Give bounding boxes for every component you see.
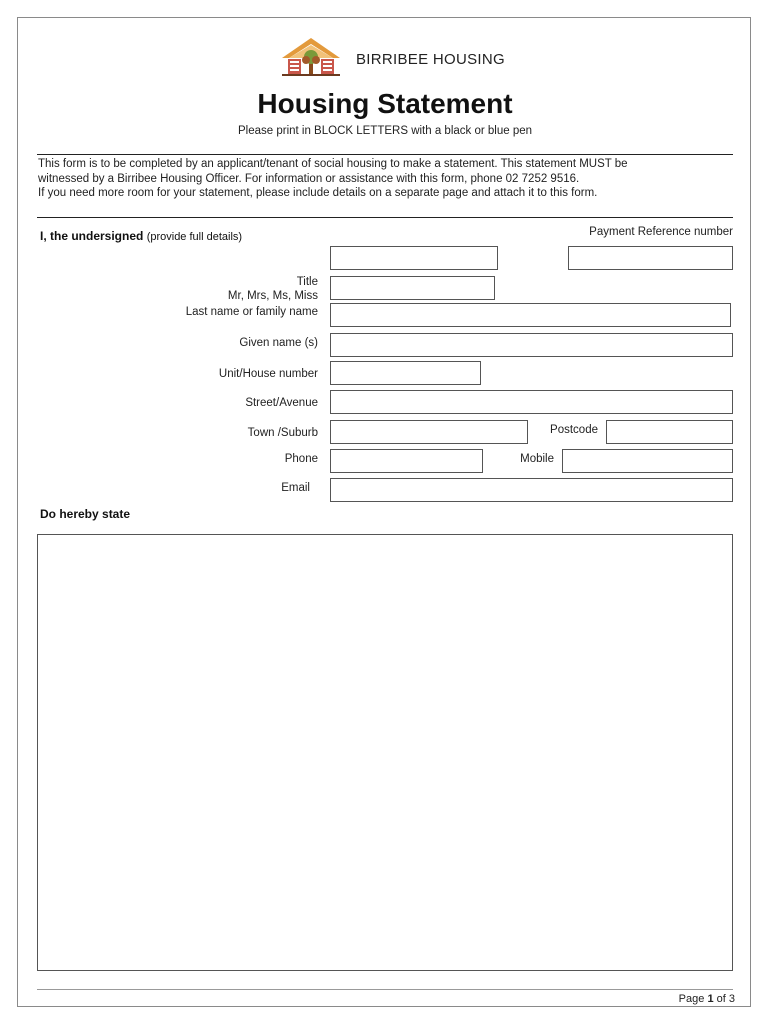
page-total: 3 [728,993,735,1005]
last-name-input[interactable] [330,303,731,327]
given-name-input[interactable] [330,333,733,357]
brand-header [278,36,548,78]
payment-ref-input[interactable] [568,246,733,270]
given-name-label: Given name (s) [239,337,318,349]
statement-textarea[interactable] [37,534,733,971]
last-name-label: Last name or family name [185,306,318,318]
street-label: Street/Avenue [245,397,318,409]
intro-line: This form is to be completed by an applicant/tenant of social housing to make a statement. This statement MUST be [38,158,628,170]
name-field-top[interactable] [330,246,498,270]
mobile-label: Mobile [520,453,554,465]
page-subtitle: Please print in BLOCK LETTERS with a black or blue pen [237,125,533,137]
email-label: Email [281,482,310,494]
divider [37,154,733,155]
page-title: Housing Statement [257,88,513,119]
page-of: of [716,993,726,1005]
intro-line: witnessed by a Birribee Housing Officer. For information or assistance with this form, phone 02 7252 9516. [38,172,580,185]
town-label: Town /Suburb [247,427,318,439]
house-logo-icon [280,36,342,76]
title-hint: Mr, Mrs, Ms, Miss [227,290,318,302]
page-indicator [600,993,735,1005]
statement-heading: Do hereby state [40,507,131,521]
undersigned-heading [40,229,242,243]
phone-label: Phone [284,453,318,465]
town-input[interactable] [330,420,528,444]
intro-text [38,157,738,201]
page-current: 1 [707,993,714,1005]
divider [37,217,733,218]
title-label: Title [296,276,318,288]
unit-input[interactable] [330,361,481,385]
mobile-input[interactable] [562,449,733,473]
footer-divider [37,989,733,990]
phone-input[interactable] [330,449,483,473]
undersigned-title: I, the undersigned [40,229,144,243]
undersigned-hint: (provide full details) [146,231,243,243]
page-prefix: Page [678,993,705,1005]
street-input[interactable] [330,390,733,414]
postcode-label: Postcode [550,424,598,436]
email-input[interactable] [330,478,733,502]
brand-name: BIRRIBEE HOUSING [356,51,505,68]
intro-line: If you need more room for your statement, please include details on a separate page and attach it to this form. [38,187,598,199]
postcode-input[interactable] [606,420,733,444]
title-input[interactable] [330,276,495,300]
unit-label: Unit/House number [218,368,318,380]
payment-ref-label: Payment Reference number [589,226,733,238]
